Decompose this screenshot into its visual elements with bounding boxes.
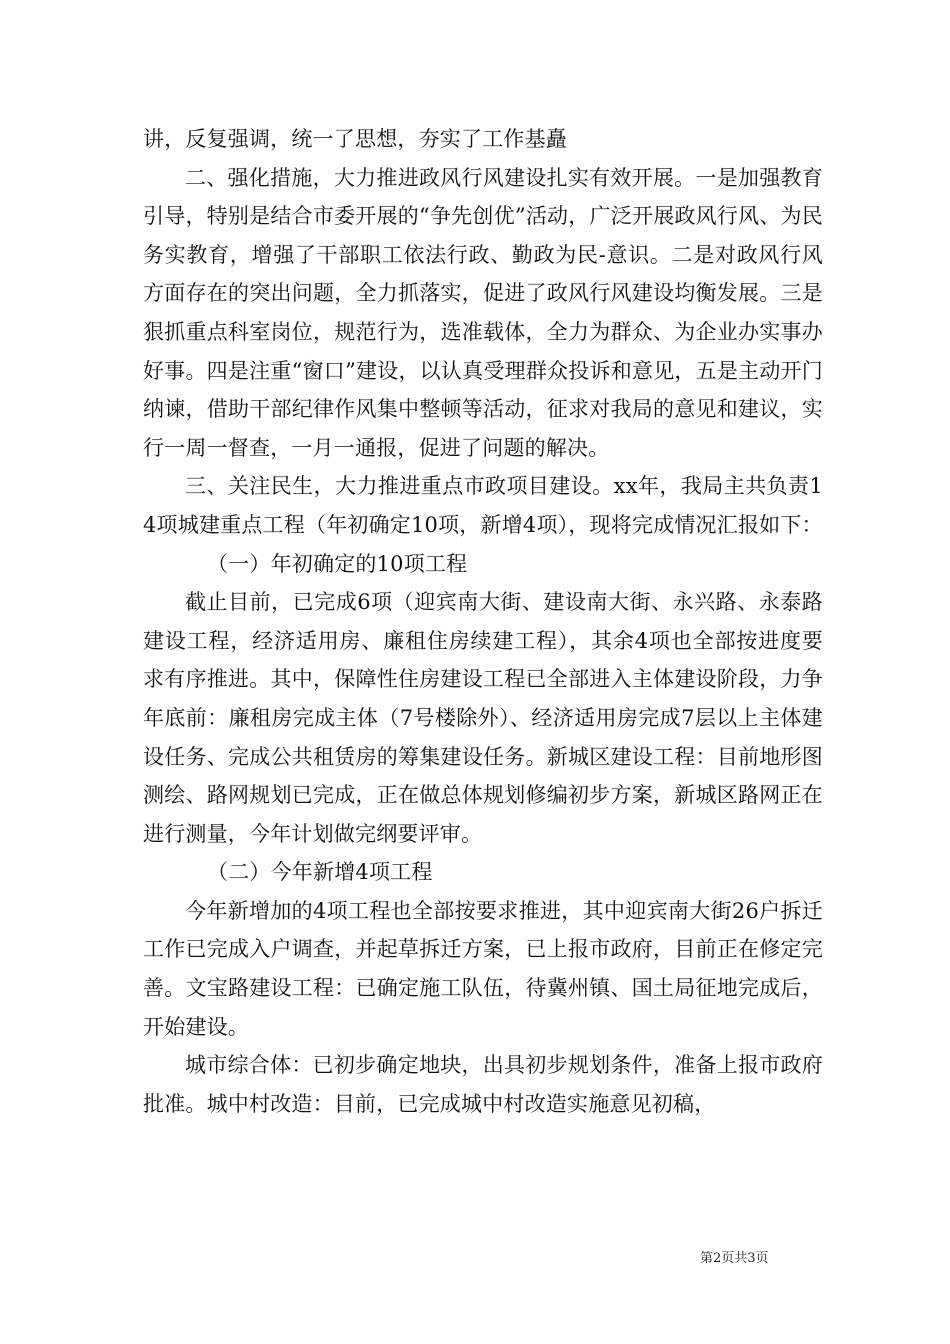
document-body [143, 120, 823, 1123]
section-heading: （二）今年新增4项工程 [207, 860, 433, 885]
paragraph: 讲，反复强调，统一了思想，夯实了工作基矗 [143, 127, 567, 151]
paragraph: 二、强化措施，大力推进政风行风建设扎实有效开展。一是加强教育引导，特别是结合市委开展的“争先创优”活动，广泛开展政风行风、为民务实教育，增强了干部职工依法行政、勤政为民-意识。二是对政风行风方面存在的突出问题，全力抓落实，促进了政风行风建设均衡发展。三是狠抓重点科室岗位，规范行为，选准载体，全力为群众、为企业办实事办好事。四是注重“窗口”建设，以认真受理群众投诉和意见，五是主动开门纳谏，借助干部纪律作风集中整顿等活动，征求对我局的意见和建议，实行一周一督查，一月一通报，促进了问题的解决。 [143, 165, 823, 460]
page-number-footer: 第2页共3页 [700, 1251, 769, 1266]
paragraph: 三、关注民生，大力推进重点市政项目建设。xx年，我局主共负责14项城建重点工程（年初确定10项，新增4项），现将完成情况汇报如下： [143, 474, 823, 537]
paragraph: 城市综合体：已初步确定地块，出具初步规划条件，准备上报市政府批准。城中村改造：目前，已完成城中村改造实施意见初稿， [143, 1053, 823, 1116]
paragraph: 今年新增加的4项工程也全部按要求推进，其中迎宾南大街26户拆迁工作已完成入户调查，并起草拆迁方案，已上报市政府，目前正在修定完善。文宝路建设工程：已确定施工队伍，待冀州镇、国土局征地完成后，开始建设。 [143, 898, 823, 1039]
paragraph: 截止目前，已完成6项（迎宾南大街、建设南大街、永兴路、永泰路建设工程，经济适用房、廉租住房续建工程），其余4项也全部按进度要求有序推进。其中，保障性住房建设工程已全部进入主体建设阶段，力争年底前：廉租房完成主体（7号楼除外）、经济适用房完成7层以上主体建设任务、完成公共租赁房的筹集建设任务。新城区建设工程：目前地形图测绘、路网规划已完成，正在做总体规划修编初步方案，新城区路网正在进行测量，今年计划做完纲要评审。 [143, 590, 823, 846]
section-heading: （一）年初确定的10项工程 [207, 551, 468, 576]
